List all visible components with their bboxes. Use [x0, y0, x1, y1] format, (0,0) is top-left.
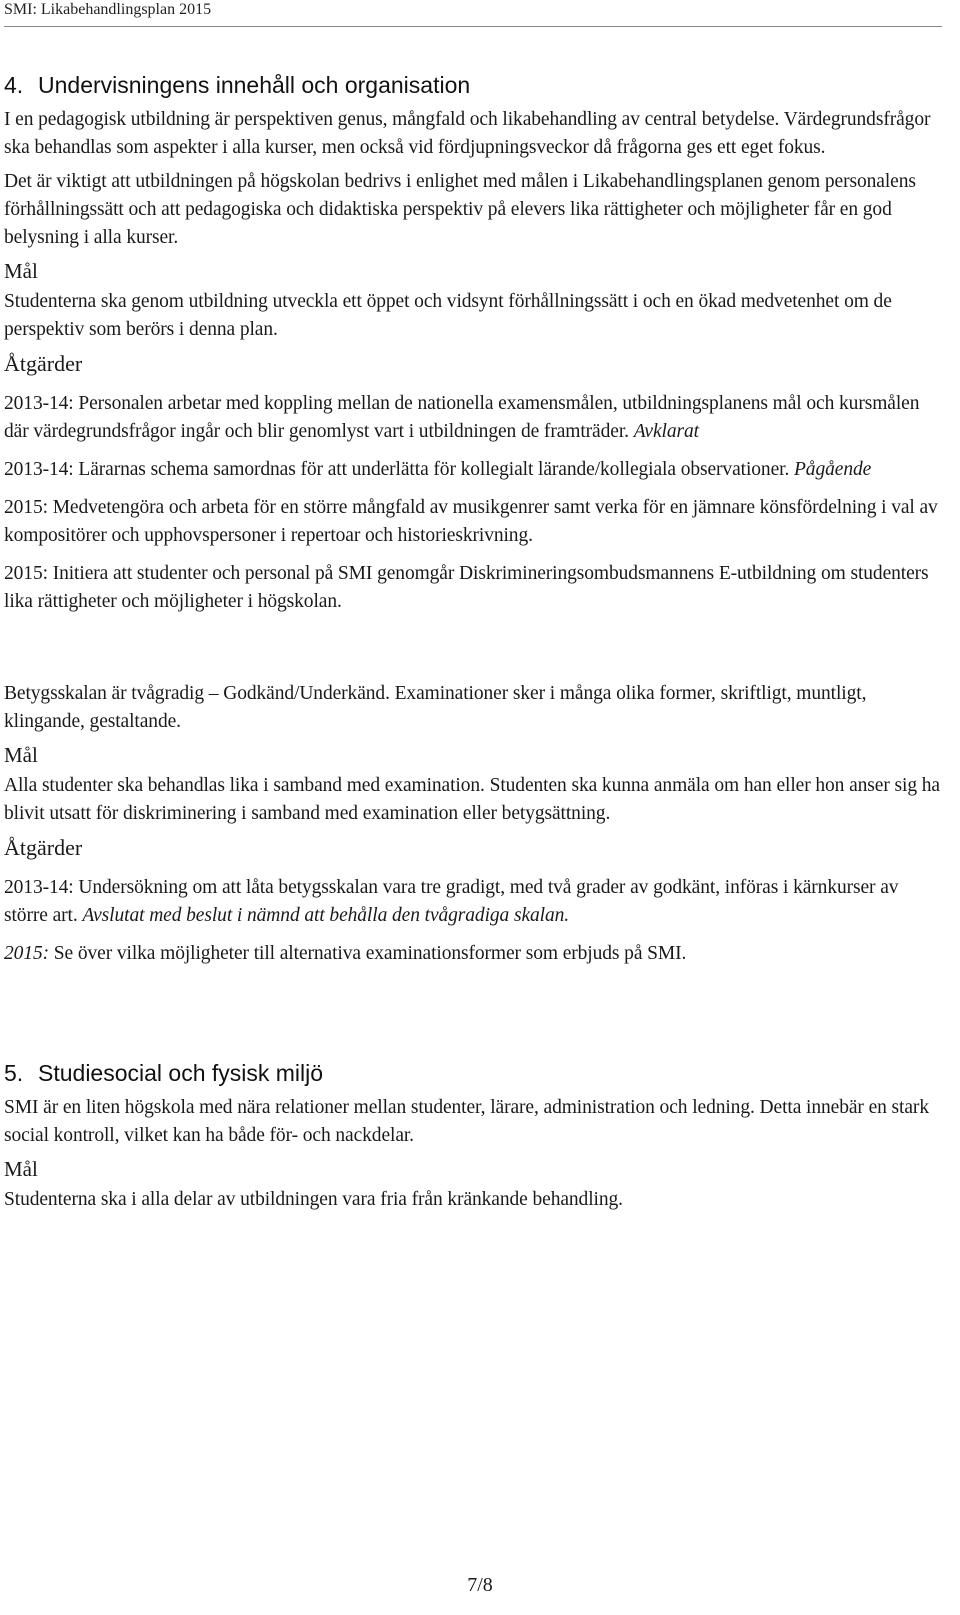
- action-status: Avklarat: [633, 421, 699, 442]
- section-5-number: 5.: [4, 1060, 24, 1086]
- section-5-title: Studiesocial och fysisk miljö: [38, 1060, 324, 1086]
- action-status: Pågående: [794, 459, 872, 480]
- running-header: SMI: Likabehandlingsplan 2015: [4, 1, 212, 18]
- section-4-action-2: [4, 456, 940, 484]
- section-4-heading: [4, 70, 940, 100]
- section-4-number: 4.: [4, 72, 24, 98]
- page-number: 7/8: [467, 1574, 493, 1596]
- grading-intro: Betygsskalan är tvågradig – Godkänd/Underkänd. Examinationer sker i många olika former, skriftligt, muntligt, klingande, gestaltande.: [4, 683, 867, 732]
- action-text: Se över vilka möjligheter till alternativa examinationsformer som erbjuds på SMI.: [49, 943, 687, 964]
- action-text: 2013-14: Personalen arbetar med koppling mellan de nationella examensmålen, utbildningsplanens mål och kursmålen där värdegrundsfrågor ingår och blir genomlyst vart i utbildningen de framträder.: [4, 393, 920, 442]
- section-4-mal-label: Mål: [4, 259, 38, 283]
- header-divider: [4, 26, 942, 27]
- action-text: 2013-14: Undersökning om att låta betygsskalan vara tre gradigt, med två grader av godkänt, införas i kärnkurser av större art.: [4, 877, 899, 926]
- grading-action-1: [4, 874, 940, 930]
- section-4-mal-text: Studenterna ska genom utbildning utveckla ett öppet och vidsynt förhållningssätt i och en ökad medvetenhet om de perspektiv som berörs i denna plan.: [4, 291, 892, 340]
- action-status: Avslutat med beslut i nämnd att behålla den tvågradiga skalan.: [82, 905, 570, 926]
- section-4-title: Undervisningens innehåll och organisation: [38, 72, 471, 98]
- document-body: [4, 70, 940, 1214]
- section-4-intro: I en pedagogisk utbildning är perspektiven genus, mångfald och likabehandling av central betydelse. Värdegrundsfrågor ska behandlas som aspekter i alla kurser, men också vid fördjupningsveckor då frågorna ges ett eget fokus.: [4, 109, 931, 158]
- section-5-intro: SMI är en liten högskola med nära relationer mellan studenter, lärare, administration och ledning. Detta innebär en stark social kontroll, vilket kan ha både för- och nackdelar.: [4, 1097, 929, 1146]
- section-4-atgarder-label: Åtgärder: [4, 351, 83, 376]
- section-4-action-4: 2015: Initiera att studenter och personal på SMI genomgår Diskrimineringsombudsmannens E-utbildning om studenters lika rättigheter och möjligheter i högskolan.: [4, 563, 929, 612]
- grading-mal-text: Alla studenter ska behandlas lika i samband med examination. Studenten ska kunna anmäla om han eller hon anser sig ha blivit utsatt för diskriminering i samband med examination eller betygsättning.: [4, 775, 940, 824]
- action-year: 2015:: [4, 943, 49, 964]
- grading-action-2: [4, 940, 940, 968]
- section-4-action-3: 2015: Medvetengöra och arbeta för en större mångfald av musikgenrer samt verka för en jämnare könsfördelning i val av kompositörer och upphovspersoner i repertoar och historieskrivning.: [4, 497, 938, 546]
- grading-mal-label: Mål: [4, 743, 38, 767]
- section-5-mal-text: Studenterna ska i alla delar av utbildningen vara fria från kränkande behandling.: [4, 1189, 623, 1210]
- action-text: 2013-14: Lärarnas schema samordnas för att underlätta för kollegialt lärande/kollegiala observationer.: [4, 459, 794, 480]
- section-4-action-1: [4, 390, 940, 446]
- section-5-mal-label: Mål: [4, 1157, 38, 1181]
- section-4-paragraph-2: Det är viktigt att utbildningen på högskolan bedrivs i enlighet med målen i Likabehandlingsplanen genom personalens förhållningssätt och att pedagogiska och didaktiska perspektiv på elevers lika rättigheter och möjligheter får en god belysning i alla kurser.: [4, 171, 916, 248]
- section-5-heading: [4, 1058, 940, 1088]
- grading-atgarder-label: Åtgärder: [4, 835, 83, 860]
